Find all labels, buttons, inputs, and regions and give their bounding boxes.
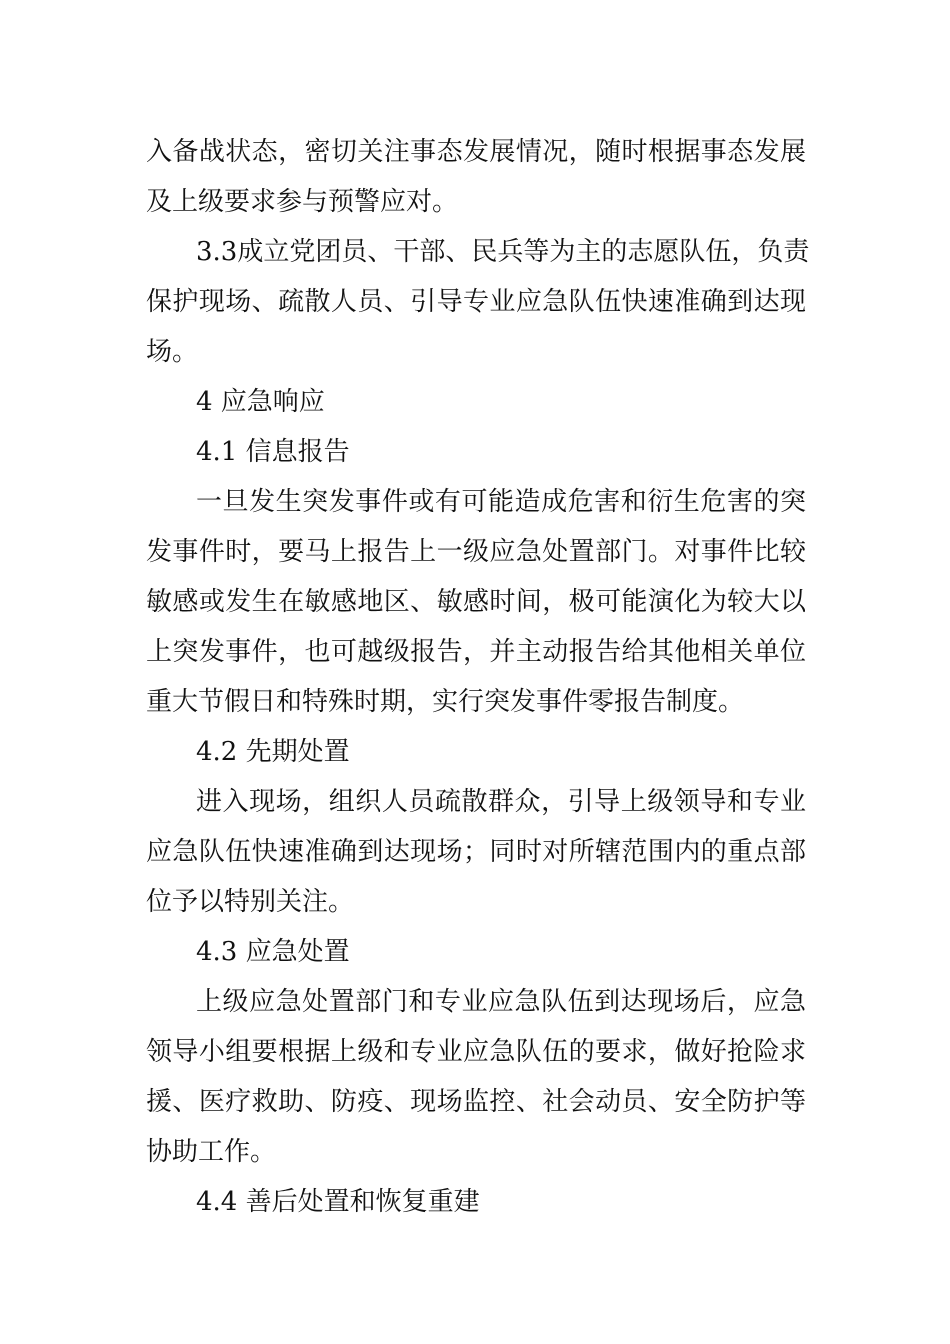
text-line: 领导小组要根据上级和专业应急队伍的要求，做好抢险求 xyxy=(146,1037,806,1067)
text-line: 上突发事件，也可越级报告，并主动报告给其他相关单位 xyxy=(146,637,806,667)
text-line: 场。 xyxy=(146,337,199,367)
text-line: 位予以特别关注。 xyxy=(146,887,355,917)
text-line: 发事件时，要马上报告上一级应急处置部门。对事件比较 xyxy=(146,537,806,567)
text-line: 保护现场、疏散人员、引导专业应急队伍快速准确到达现 xyxy=(146,287,806,317)
text-line: 进入现场，组织人员疏散群众，引导上级领导和专业 xyxy=(196,787,806,817)
text-line: 重大节假日和特殊时期，实行突发事件零报告制度。 xyxy=(146,687,745,717)
text-line: 援、医疗救助、防疫、现场监控、社会动员、安全防护等 xyxy=(146,1087,806,1117)
text-line: 一旦发生突发事件或有可能造成危害和衍生危害的突 xyxy=(196,487,806,517)
subsection-heading: 4.1 信息报告 xyxy=(196,437,350,467)
subsection-heading: 4.3 应急处置 xyxy=(196,937,350,967)
text-line: 及上级要求参与预警应对。 xyxy=(146,187,459,217)
text-line: 上级应急处置部门和专业应急队伍到达现场后，应急 xyxy=(196,987,806,1017)
subsection-heading: 4.4 善后处置和恢复重建 xyxy=(196,1187,480,1217)
text-line: 入备战状态，密切关注事态发展情况，随时根据事态发展 xyxy=(146,137,806,167)
section-heading: 4 应急响应 xyxy=(196,387,325,417)
text-line: 敏感或发生在敏感地区、敏感时间，极可能演化为较大以 xyxy=(146,587,806,617)
subsection-heading: 4.2 先期处置 xyxy=(196,737,350,767)
text-line: 协助工作。 xyxy=(146,1137,277,1167)
text-line: 应急队伍快速准确到达现场；同时对所辖范围内的重点部 xyxy=(146,837,806,867)
text-line: 3.3成立党团员、干部、民兵等为主的志愿队伍，负责 xyxy=(196,237,810,267)
